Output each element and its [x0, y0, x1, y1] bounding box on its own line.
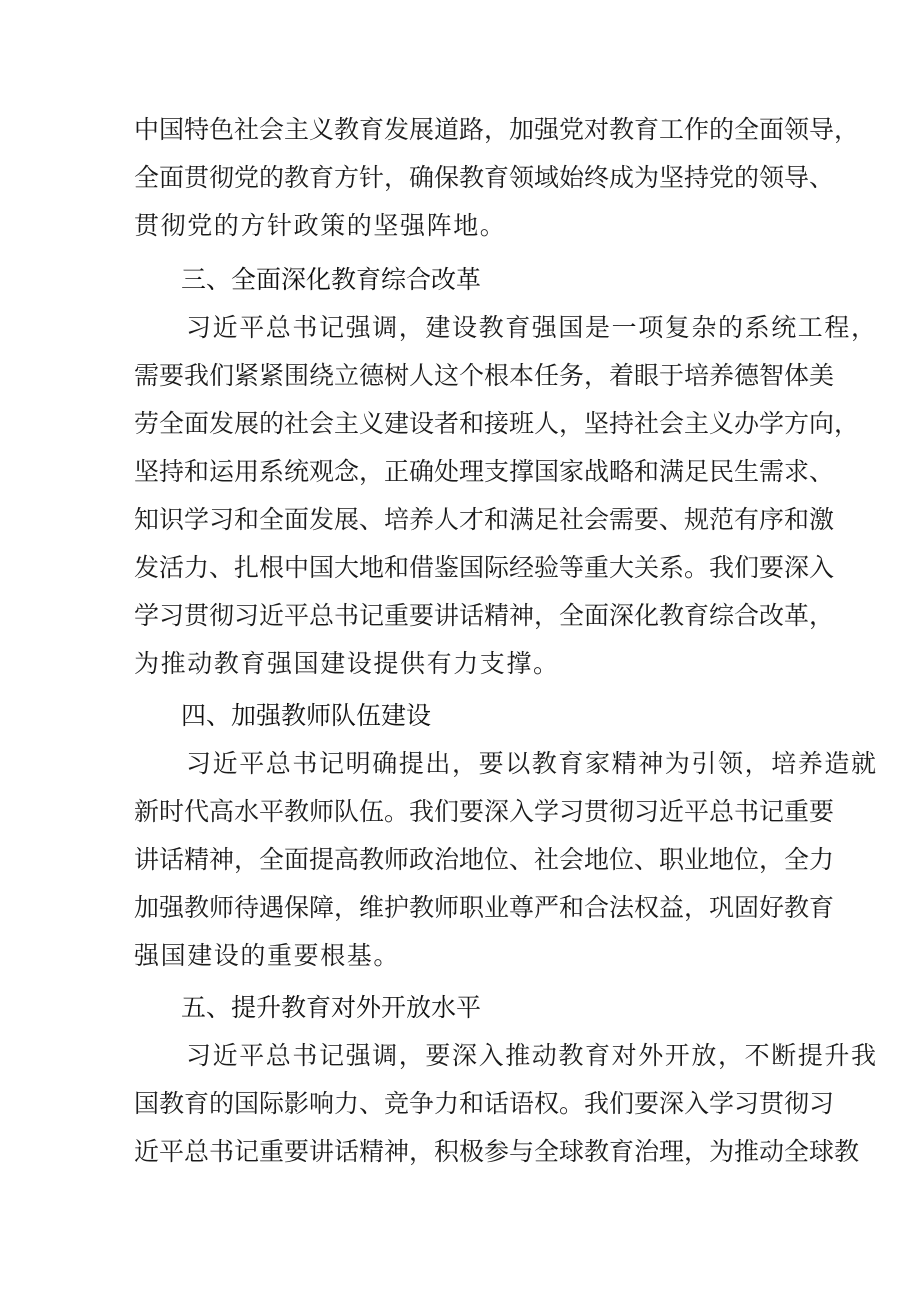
- section-3-line-4: 坚持和运用系统观念，正确处理支撑国家战略和满足民生需求、: [134, 457, 835, 486]
- section-5-line-2: 国教育的国际影响力、竞争力和话语权。我们要深入学习贯彻习: [134, 1089, 835, 1118]
- section-5-line-3: 近平总书记重要讲话精神，积极参与全球教育治理，为推动全球教: [134, 1137, 860, 1166]
- section-4-line-3: 讲话精神，全面提高教师政治地位、社会地位、职业地位，全力: [134, 845, 835, 874]
- section-5-line-1: 习近平总书记强调，要深入推动教育对外开放，不断提升我: [186, 1041, 878, 1070]
- section-3-line-3: 劳全面发展的社会主义建设者和接班人，坚持社会主义办学方向，: [134, 409, 860, 438]
- intro-line-2: 全面贯彻党的教育方针，确保教育领域始终成为坚持党的领导、: [134, 163, 835, 192]
- section-4-line-1: 习近平总书记明确提出，要以教育家精神为引领，培养造就: [186, 749, 878, 778]
- section-3-line-8: 为推动教育强国建设提供有力支撑。: [134, 649, 560, 678]
- section-5-heading: 五、提升教育对外开放水平: [181, 993, 482, 1022]
- section-4-heading: 四、加强教师队伍建设: [181, 701, 432, 730]
- section-4-line-2: 新时代高水平教师队伍。我们要深入学习贯彻习近平总书记重要: [134, 797, 835, 826]
- section-3-line-1: 习近平总书记强调，建设教育强国是一项复杂的系统工程，: [186, 313, 878, 342]
- section-4-line-4: 加强教师待遇保障，维护教师职业尊严和合法权益，巩固好教育: [134, 893, 835, 922]
- intro-line-1: 中国特色社会主义教育发展道路，加强党对教育工作的全面领导，: [134, 115, 860, 144]
- section-3-line-6: 发活力、扎根中国大地和借鉴国际经验等重大关系。我们要深入: [134, 553, 835, 582]
- section-3-line-7: 学习贯彻习近平总书记重要讲话精神，全面深化教育综合改革，: [134, 601, 835, 630]
- intro-line-3: 贯彻党的方针政策的坚强阵地。: [134, 211, 507, 240]
- document-body: [134, 106, 878, 1176]
- section-3-heading: 三、全面深化教育综合改革: [181, 265, 482, 294]
- section-3-line-5: 知识学习和全面发展、培养人才和满足社会需要、规范有序和激: [134, 505, 835, 534]
- section-3-line-2: 需要我们紧紧围绕立德树人这个根本任务，着眼于培养德智体美: [134, 361, 835, 390]
- section-4-line-5: 强国建设的重要根基。: [134, 941, 401, 970]
